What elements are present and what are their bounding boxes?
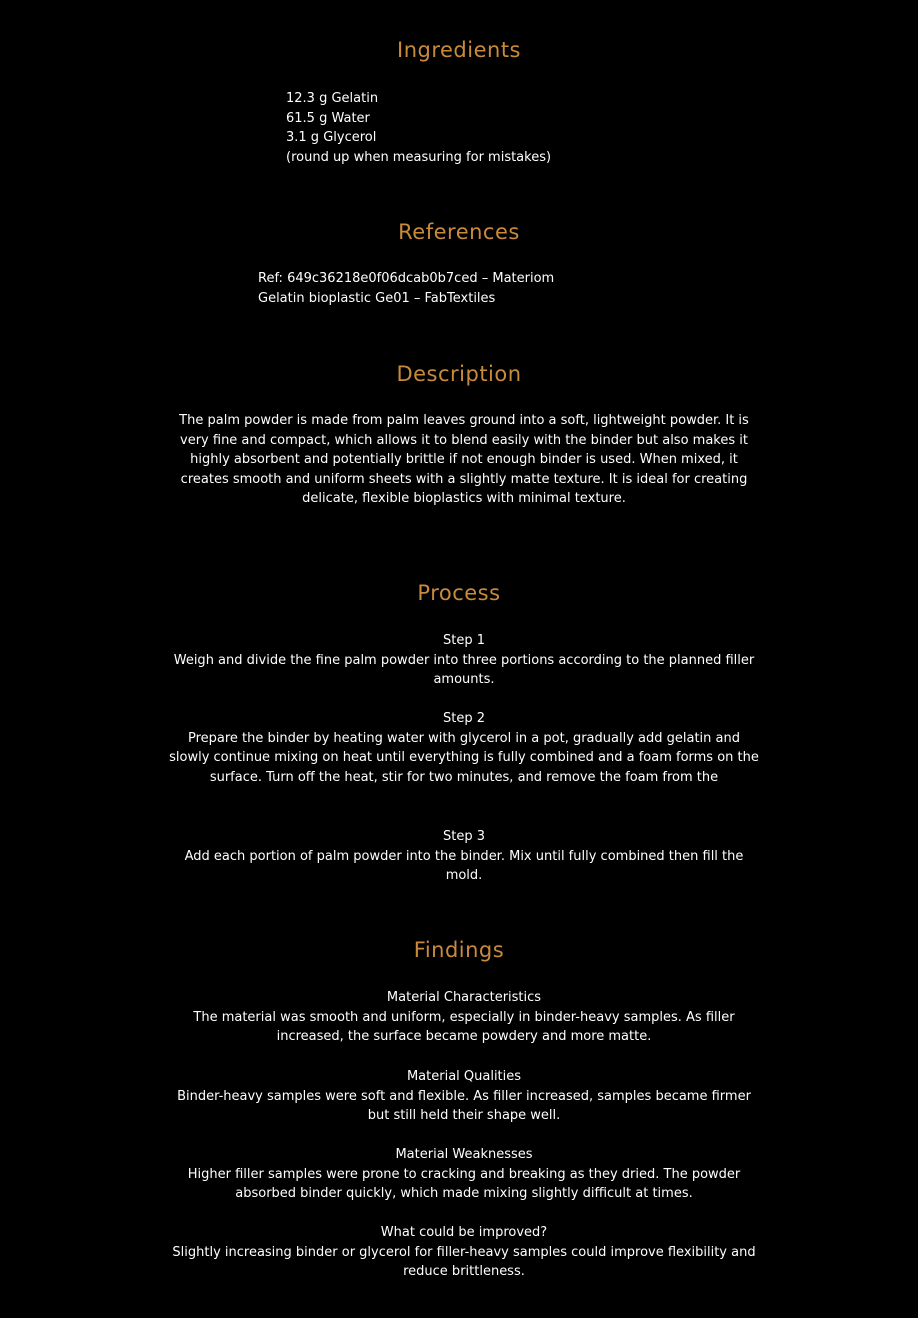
step-text: Add each portion of palm powder into the binder. Mix until fully combined then fill the mold.: [184, 848, 744, 884]
finding-text: The material was smooth and uniform, especially in binder-heavy samples. As filler increased, the surface became powdery and more matte.: [193, 1009, 735, 1045]
references-list: [258, 269, 554, 308]
ingredients-heading: Ingredients: [397, 38, 521, 62]
finding-text: Binder-heavy samples were soft and flexible. As filler increased, samples became firmer but still held their shape well.: [177, 1088, 751, 1124]
finding-improvements: [168, 1223, 760, 1282]
step-label: Step 3: [442, 829, 485, 844]
description-text: The palm powder is made from palm leaves ground into a soft, lightweight powder. It is very fine and compact, which allows it to blend easily with the binder but also makes it highly absorbent and potentially brittle if not enough binder is used. When mixed, it creates smooth and uniform sheets with a slightly matte texture. It is ideal for creating delicate, flexible bioplastics with minimal texture.: [179, 413, 749, 507]
description-heading: Description: [396, 362, 522, 386]
ingredient-note: (round up when measuring for mistakes): [286, 149, 552, 165]
reference-item: Ref: 649c36218e0f06dcab0b7ced – Materiom: [258, 271, 555, 286]
finding-label: Material Characteristics: [386, 990, 542, 1005]
references-heading: References: [398, 220, 520, 244]
finding-characteristics: [168, 988, 760, 1047]
process-step-1: [168, 631, 760, 690]
step-text: Weigh and divide the fine palm powder into three portions according to the planned filler amounts.: [173, 652, 755, 688]
finding-label: Material Weaknesses: [395, 1147, 533, 1162]
step-label: Step 1: [442, 633, 485, 648]
finding-label: Material Qualities: [406, 1069, 522, 1084]
findings-heading: Findings: [413, 938, 505, 962]
ingredient-item: 12.3 g Gelatin: [286, 91, 379, 106]
process-step-2: [168, 709, 760, 787]
finding-text: Slightly increasing binder or glycerol for filler-heavy samples could improve flexibility and reduce brittleness.: [172, 1244, 756, 1280]
reference-item: Gelatin bioplastic Ge01 – FabTextiles: [258, 290, 496, 306]
finding-text: Higher filler samples were prone to cracking and breaking as they dried. The powder absorbed binder quickly, which made mixing slightly difficult at times.: [187, 1166, 741, 1202]
finding-qualities: [168, 1067, 760, 1126]
step-label: Step 2: [442, 711, 485, 726]
finding-label: What could be improved?: [380, 1225, 548, 1240]
process-heading: Process: [417, 581, 501, 605]
ingredient-item: 3.1 g Glycerol: [286, 130, 377, 146]
ingredients-list: [286, 89, 551, 167]
ingredient-item: 61.5 g Water: [286, 110, 370, 126]
finding-weaknesses: [168, 1145, 760, 1204]
step-text: Prepare the binder by heating water with glycerol in a pot, gradually add gelatin and slowly continue mixing on heat until everything is fully combined and a foam forms on the surface. Turn off the heat, stir for two minutes, and remove the foam from the: [169, 730, 759, 785]
process-step-3: [168, 827, 760, 886]
